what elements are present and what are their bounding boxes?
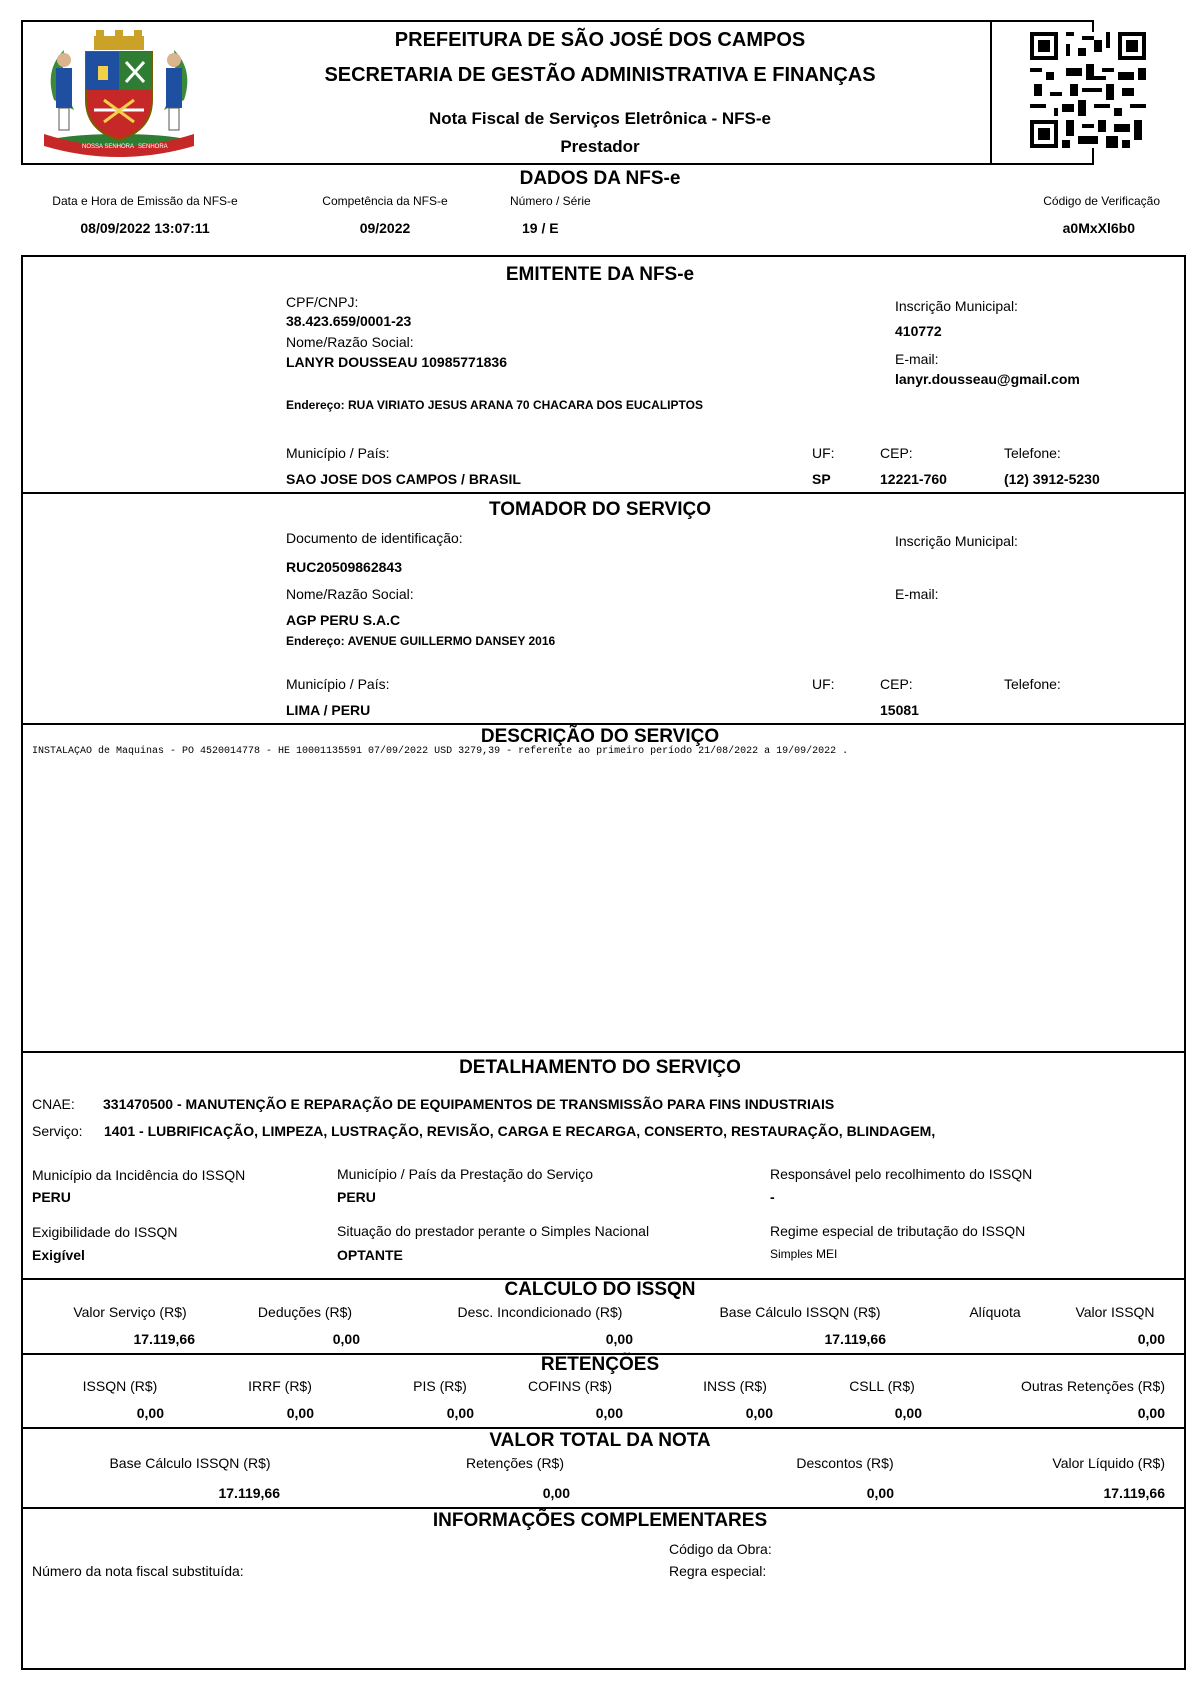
emitente-inscricao-value: 410772 xyxy=(895,323,942,339)
codigo-label: Código de Verificação xyxy=(1043,194,1160,208)
total-descontos-label: Descontos (R$) xyxy=(796,1455,894,1471)
emissao-value: 08/09/2022 13:07:11 xyxy=(80,220,210,236)
seal-banner-left: NOSSA SENHORA xyxy=(82,144,135,150)
ret-issqn-value: 0,00 xyxy=(136,1405,164,1421)
responsavel-label: Responsável pelo recolhimento do ISSQN xyxy=(770,1166,1033,1182)
emitente-municipio-value: SAO JOSE DOS CAMPOS / BRASIL xyxy=(286,471,521,487)
emitente-inscricao-label: Inscrição Municipal: xyxy=(895,298,1018,314)
valor-servico-label: Valor Serviço (R$) xyxy=(73,1304,187,1320)
numero-value: 19 / E xyxy=(522,220,559,236)
situacao-value: OPTANTE xyxy=(337,1247,403,1263)
seal-banner-right: SENHORA xyxy=(138,144,168,150)
tomador-municipio-label: Município / País: xyxy=(286,676,390,692)
competencia-value: 09/2022 xyxy=(359,220,411,236)
tomador-municipio-value: LIMA / PERU xyxy=(286,702,371,718)
tomador-doc-value: RUC20509862843 xyxy=(286,559,402,575)
regime-value: Simples MEI xyxy=(770,1247,838,1261)
emitente-cep-value: 12221-760 xyxy=(880,471,947,487)
desc-value: 0,00 xyxy=(605,1331,633,1347)
ret-pis-label: PIS (R$) xyxy=(413,1378,467,1394)
ret-outras-label: Outras Retenções (R$) xyxy=(1021,1378,1165,1394)
codigo-value: a0MxXl6b0 xyxy=(1062,220,1135,236)
descricao-text: INSTALAÇAO de Maquinas - PO 4520014778 - HE 10001135591 07/09/2022 USD 3279,39 - referente ao primeiro período 21/08/2022 a 19/09/2022 . xyxy=(32,746,849,757)
header-line1: PREFEITURA DE SÃO JOSÉ DOS CAMPOS xyxy=(394,29,806,51)
emitente-email-value: lanyr.dousseau@gmail.com xyxy=(895,371,1080,387)
deducoes-label: Deduções (R$) xyxy=(257,1304,353,1320)
retencoes-title: RETENÇÕES xyxy=(540,1354,660,1375)
ret-outras-value: 0,00 xyxy=(1137,1405,1165,1421)
total-retencoes-label: Retenções (R$) xyxy=(465,1455,565,1471)
competencia-label: Competência da NFS-e xyxy=(322,194,448,208)
qr-code-image xyxy=(1030,32,1146,148)
regra-especial-label: Regra especial: xyxy=(669,1563,767,1579)
servico-value: 1401 - LUBRIFICAÇÃO, LIMPEZA, LUSTRAÇÃO, REVISÃO, CARGA E RECARGA, CONSERTO, RESTAURAÇÃO, BLINDAGEM, xyxy=(104,1123,936,1139)
header-divider xyxy=(990,20,992,165)
calculo-title: CALCULO DO ISSQN xyxy=(504,1279,696,1300)
info-title: INFORMAÇÕES COMPLEMENTARES xyxy=(432,1510,768,1531)
nota-substituida-label: Número da nota fiscal substituída: xyxy=(32,1563,244,1579)
tomador-uf-label: UF: xyxy=(812,676,835,692)
ret-irrf-label: IRRF (R$) xyxy=(248,1378,312,1394)
header-line4: Prestador xyxy=(560,137,640,156)
deducoes-value: 0,00 xyxy=(332,1331,360,1347)
emitente-endereco: Endereço: RUA VIRIATO JESUS ARANA 70 CHACARA DOS EUCALIPTOS xyxy=(286,398,703,412)
responsavel-value: - xyxy=(770,1189,775,1205)
tomador-cep-label: CEP: xyxy=(880,676,913,692)
ret-cofins-label: COFINS (R$) xyxy=(528,1378,612,1394)
valor-issqn-label: Valor ISSQN xyxy=(1075,1304,1155,1320)
tomador-endereco: Endereço: AVENUE GUILLERMO DANSEY 2016 xyxy=(286,634,556,648)
emitente-email-label: E-mail: xyxy=(895,351,939,367)
dados-title: DADOS DA NFS-e xyxy=(519,168,681,189)
codigo-obra-label: Código da Obra: xyxy=(669,1541,772,1557)
exigibilidade-value: Exigível xyxy=(32,1247,85,1263)
emitente-cep-label: CEP: xyxy=(880,445,913,461)
servico-label: Serviço: xyxy=(32,1123,83,1139)
valor-issqn-value: 0,00 xyxy=(1137,1331,1165,1347)
base-value: 17.119,66 xyxy=(824,1331,886,1347)
ret-irrf-value: 0,00 xyxy=(286,1405,314,1421)
ret-pis-value: 0,00 xyxy=(446,1405,474,1421)
ret-csll-label: CSLL (R$) xyxy=(849,1378,915,1394)
emissao-label: Data e Hora de Emissão da NFS-e xyxy=(52,194,238,208)
numero-label: Número / Série xyxy=(510,194,591,208)
tomador-nome-value: AGP PERU S.A.C xyxy=(286,612,401,628)
ret-cofins-value: 0,00 xyxy=(595,1405,623,1421)
prestacao-label: Município / País da Prestação do Serviço xyxy=(337,1166,594,1182)
ret-inss-label: INSS (R$) xyxy=(703,1378,767,1394)
tomador-nome-label: Nome/Razão Social: xyxy=(286,586,414,602)
total-liquido-value: 17.119,66 xyxy=(1103,1485,1165,1501)
emitente-telefone-label: Telefone: xyxy=(1004,445,1061,461)
valor-servico-value: 17.119,66 xyxy=(133,1331,195,1347)
regime-label: Regime especial de tributação do ISSQN xyxy=(770,1223,1026,1239)
divider-tomador xyxy=(21,492,1186,494)
prestacao-value: PERU xyxy=(337,1189,376,1205)
city-coat-of-arms-logo xyxy=(34,30,204,158)
situacao-label: Situação do prestador perante o Simples Nacional xyxy=(337,1223,650,1239)
tomador-title: TOMADOR DO SERVIÇO xyxy=(488,499,712,520)
total-retencoes-value: 0,00 xyxy=(542,1485,570,1501)
header-line2: SECRETARIA DE GESTÃO ADMINISTRATIVA E FINANÇAS xyxy=(324,64,876,86)
total-liquido-label: Valor Líquido (R$) xyxy=(1052,1455,1165,1471)
exigibilidade-label: Exigibilidade do ISSQN xyxy=(32,1224,178,1240)
emitente-title: EMITENTE DA NFS-e xyxy=(505,264,695,285)
cnae-label: CNAE: xyxy=(32,1096,75,1112)
base-label: Base Cálculo ISSQN (R$) xyxy=(719,1304,881,1320)
emitente-nome-value: LANYR DOUSSEAU 10985771836 xyxy=(286,354,507,370)
divider-descricao xyxy=(21,723,1186,725)
descricao-title: DESCRIÇÃO DO SERVIÇO xyxy=(480,726,720,747)
total-title: VALOR TOTAL DA NOTA xyxy=(489,1430,711,1451)
emitente-uf-label: UF: xyxy=(812,445,835,461)
tomador-doc-label: Documento de identificação: xyxy=(286,530,463,546)
header-line3: Nota Fiscal de Serviços Eletrônica - NFS-e xyxy=(428,109,771,128)
emitente-cnpj-value: 38.423.659/0001-23 xyxy=(286,313,412,329)
ret-csll-value: 0,00 xyxy=(894,1405,922,1421)
tomador-telefone-label: Telefone: xyxy=(1004,676,1061,692)
emitente-nome-label: Nome/Razão Social: xyxy=(286,334,414,350)
incidencia-label: Município da Incidência do ISSQN xyxy=(32,1167,246,1183)
emitente-cnpj-label: CPF/CNPJ: xyxy=(286,294,359,310)
detalhamento-title: DETALHAMENTO DO SERVIÇO xyxy=(459,1057,741,1078)
total-descontos-value: 0,00 xyxy=(866,1485,894,1501)
divider-info xyxy=(21,1507,1186,1509)
total-base-label: Base Cálculo ISSQN (R$) xyxy=(109,1455,271,1471)
desc-label: Desc. Incondicionado (R$) xyxy=(457,1304,623,1320)
tomador-cep-value: 15081 xyxy=(880,702,919,718)
incidencia-value: PERU xyxy=(32,1189,71,1205)
emitente-uf-value: SP xyxy=(812,471,831,487)
total-base-value: 17.119,66 xyxy=(218,1485,280,1501)
ret-issqn-label: ISSQN (R$) xyxy=(82,1378,158,1394)
emitente-telefone-value: (12) 3912-5230 xyxy=(1004,471,1100,487)
tomador-inscricao-label: Inscrição Municipal: xyxy=(895,533,1018,549)
divider-total xyxy=(21,1427,1186,1429)
emitente-municipio-label: Município / País: xyxy=(286,445,390,461)
cnae-value: 331470500 - MANUTENÇÃO E REPARAÇÃO DE EQUIPAMENTOS DE TRANSMISSÃO PARA FINS INDUSTRIAIS xyxy=(103,1096,835,1112)
ret-inss-value: 0,00 xyxy=(745,1405,773,1421)
tomador-email-label: E-mail: xyxy=(895,586,939,602)
aliquota-label: Alíquota xyxy=(969,1304,1021,1320)
divider-detalhamento xyxy=(21,1051,1186,1053)
